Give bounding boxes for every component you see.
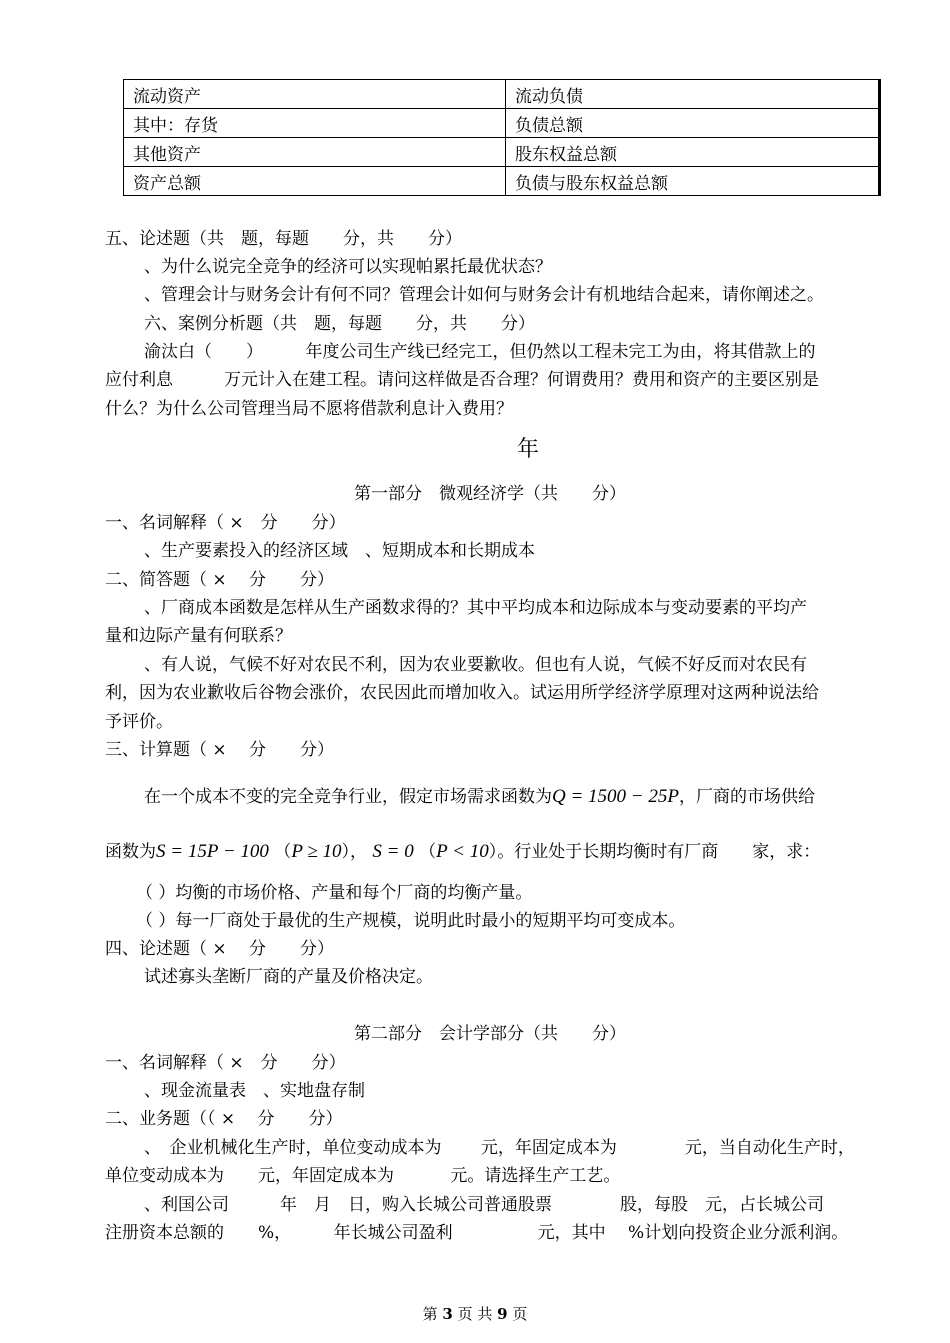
table-row [124,109,879,138]
calc-text-b: ，厂商的市场供给 [678,787,815,807]
calc-text-c: 函数为 [105,842,156,862]
calc-text-line-1 [144,786,815,808]
total-pages-number: 9 [497,1305,508,1323]
calc-sub-1: （ ）均衡的市场价格、产量和每个厂商的均衡产量。 [136,883,533,903]
asset-cell: 流动资产 [124,80,506,109]
p2-q1-line-2: 单位变动成本为 元，年固定成本为 元。请选择生产工艺。 [105,1166,621,1186]
supply-condition-2: P < 10 [436,841,489,862]
p2-q2-line-1: 、利国公司 年 月 日，购入长城公司普通股票 股，每股 元，占长城公司 [144,1195,824,1215]
balance-sheet-table [123,79,879,196]
p1-section-2-heading: 二、简答题（ × 分 分） [105,570,335,590]
supply-condition-1: P ≥ 10 [291,841,342,862]
p2-q1-line-1: 、 企业机械化生产时，单位变动成本为 元，年固定成本为 元，当自动化生产时， [144,1138,855,1158]
p1-section-4-heading: 四、论述题（ × 分 分） [105,939,335,959]
calc-text-a: 在一个成本不变的完全竞争行业，假定市场需求函数为 [144,787,552,807]
p1-q1-line-1: 、厂商成本函数是怎样从生产函数求得的？其中平均成本和边际成本与变动要素的平均产 [144,598,807,618]
asset-cell: 其中：存货 [124,109,506,138]
supply-zero-equation: S = 0 [372,841,414,862]
liability-cell: 流动负债 [506,80,879,109]
calc-text-line-2: 函数为S = 15P − 100 （P ≥ 10）， S = 0 （P < 10）。行业处于长期均衡时有厂商 家，求： [105,841,821,862]
calc-text-d: 。行业处于长期均衡时有厂商 家，求： [497,842,821,862]
p1-q2-line-2: 利，因为农业歉收后谷物会涨价，农民因此而增加收入。试运用所学经济学原理对这两种说法给 [105,683,819,703]
current-page-number: 3 [442,1305,453,1323]
footer-text: 页 共 [452,1305,498,1323]
p1-section-1-heading: 一、名词解释（ × 分 分） [105,513,346,533]
p1-section-3-heading: 三、计算题（ × 分 分） [105,740,335,760]
p2-section-2-heading: 二、业务题（（ × 分 分） [105,1109,343,1129]
supply-function-equation: S = 15P − 100 [156,841,269,862]
p2-terms: 、现金流量表 、实地盘存制 [144,1081,365,1101]
case-text-line-3: 什么？为什么公司管理当局不愿将借款利息计入费用？ [105,399,513,419]
table-row [124,80,879,109]
section-5-heading: 五、论述题（共 题，每题 分，共 分） [105,229,462,249]
asset-cell: 资产总额 [124,167,506,196]
footer-text: 第 [422,1305,443,1323]
liability-cell: 股东权益总额 [506,138,879,167]
footer-text: 页 [507,1305,528,1323]
case-text-line-1: 渝汰白（ ） 年度公司生产线已经完工，但仍然以工程未完工为由，将其借款上的 [144,342,816,362]
part-1-title: 第一部分 微观经济学（共 分） [354,484,626,504]
section-6-heading: 六、案例分析题（共 题，每题 分，共 分） [144,314,535,334]
table-row [124,167,879,196]
table-row [124,138,879,167]
demand-function-equation: Q = 1500 − 25P [552,786,679,807]
essay-question-1: 、为什么说完全竞争的经济可以实现帕累托最优状态？ [144,257,552,277]
p1-essay-question: 试述寡头垄断厂商的产量及价格决定。 [144,967,433,987]
p1-q2-line-1: 、有人说，气候不好对农民不利，因为农业要歉收。但也有人说，气候不好反而对农民有 [144,655,807,675]
essay-question-2: 、管理会计与财务会计有何不同？管理会计如何与财务会计有机地结合起来，请你阐述之。 [144,285,824,305]
p2-q2-line-2: 注册资本总额的 %， 年长城公司盈利 元，其中 %计划向投资企业分派利润。 [105,1223,849,1243]
p1-q2-line-3: 予评价。 [105,712,173,732]
page-footer [0,1303,950,1324]
case-text-line-2: 应付利息 万元计入在建工程。请问这样做是否合理？何谓费用？费用和资产的主要区别是 [105,370,819,390]
asset-cell: 其他资产 [124,138,506,167]
table-double-edge [879,79,881,196]
liability-cell: 负债总额 [506,109,879,138]
liability-cell: 负债与股东权益总额 [506,167,879,196]
p1-q1-line-2: 量和边际产量有何联系？ [105,626,292,646]
p2-section-1-heading: 一、名词解释（ × 分 分） [105,1053,346,1073]
part-2-title: 第二部分 会计学部分（共 分） [354,1024,626,1044]
calc-sub-2: （ ）每一厂商处于最优的生产规模，说明此时最小的短期平均可变成本。 [136,911,686,931]
p1-terms: 、生产要素投入的经济区域 、短期成本和长期成本 [144,541,535,561]
year-heading: 年 [517,437,540,462]
